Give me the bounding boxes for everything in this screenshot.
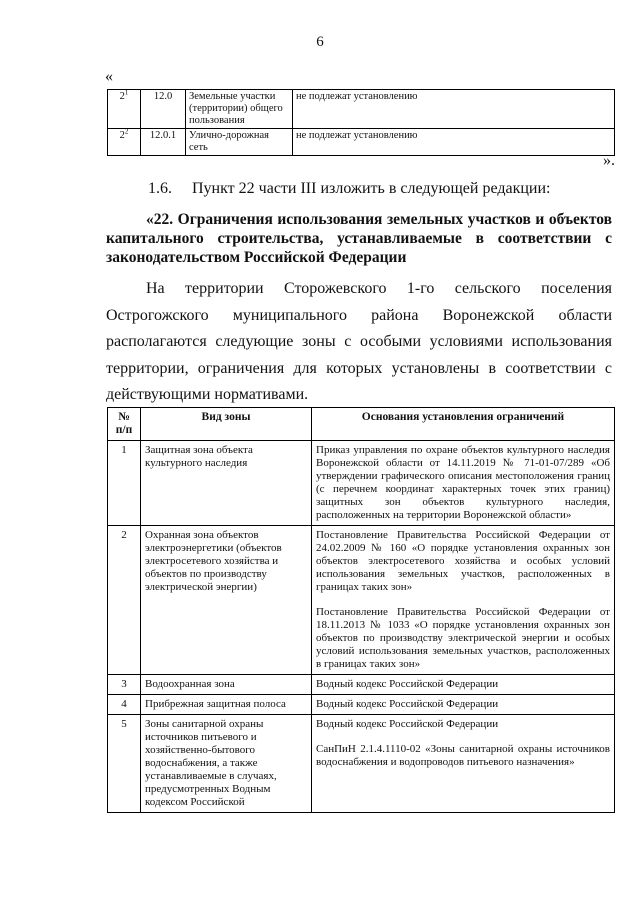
zone-basis: Постановление Правительства Российской Федерации от 24.02.2009 № 160 «О порядке установления охранных зон объектов электросетевого хозяйства и особых условий использования земельных участков, расположенных в границах таких зон» Постановление Правительства Российской Федерации от 18.11.2013 № 1033 «О порядке установления охранных зон объектов по производству электрической энергии и особых условий использования земельных участков, расположенных в границах таких зон» <box>312 526 615 675</box>
zone-type: Защитная зона объекта культурного наследия <box>141 441 312 526</box>
row-number: $2^1$ <box>108 90 141 129</box>
table-header-row <box>108 408 615 441</box>
row-value: не подлежат установлению <box>293 129 615 156</box>
row-number: $2^2$ <box>108 129 141 156</box>
clause-1-6 <box>148 180 550 198</box>
zone-num: 2 <box>108 526 141 675</box>
zone-type: Водоохранная зона <box>141 675 312 695</box>
row-name: Улично-дорожная сеть <box>186 129 293 156</box>
zone-basis: Водный кодекс Российской Федерации <box>312 675 615 695</box>
row-code: 12.0 <box>141 90 186 129</box>
table-row <box>108 129 615 156</box>
zone-basis: Приказ управления по охране объектов культурного наследия Воронежской области от 14.11.2019 № 71-01-07/289 «Об утверждении графического описания местоположения границ (с перечнем координат характерных точек этих границ) защитных зон объектов культурного наследия, расположенных на территории Воронежской области» <box>312 441 615 526</box>
zone-type: Охранная зона объектов электроэнергетики (объектов электросетевого хозяйства и объектов по производству электрической энергии) <box>141 526 312 675</box>
zone-num: 3 <box>108 675 141 695</box>
open-quote: « <box>105 68 113 85</box>
table-row <box>108 675 615 695</box>
row-value: не подлежат установлению <box>293 90 615 129</box>
header-zone: Вид зоны <box>141 408 312 441</box>
header-num: № п/п <box>108 408 141 441</box>
zone-basis: Водный кодекс Российской Федерации <box>312 695 615 715</box>
zone-type: Зоны санитарной охраны источников питьевого и хозяйственно-бытового водоснабжения, а также устанавливаемые в случаях, предусмотренных Водным кодексом Российской <box>141 715 312 813</box>
zones-table <box>107 407 615 813</box>
zone-type: Прибрежная защитная полоса <box>141 695 312 715</box>
table-row <box>108 90 615 129</box>
clause-text: Пункт 22 части III изложить в следующей редакции: <box>192 180 551 197</box>
zone-basis: Водный кодекс Российской Федерации СанПиН 2.1.4.1110-02 «Зоны санитарной охраны источников водоснабжения и водопроводов питьевого назначения» <box>312 715 615 813</box>
close-quote: ». <box>603 152 615 169</box>
page-number: 6 <box>316 34 324 50</box>
zoning-codes-table <box>107 89 615 156</box>
zone-num: 4 <box>108 695 141 715</box>
body-paragraph: На территории Сторожевского 1-го сельского поселения Острогожского муниципального района Воронежской области располагаются следующие зоны с особыми условиями использования территории, ограничения для которых установлены в соответствии с действующими нормативами. <box>106 280 612 403</box>
table-row <box>108 441 615 526</box>
row-code: 12.0.1 <box>141 129 186 156</box>
table-row <box>108 695 615 715</box>
zone-num: 5 <box>108 715 141 813</box>
table-row <box>108 526 615 675</box>
row-name: Земельные участки (территории) общего пользования <box>186 90 293 129</box>
table-row <box>108 715 615 813</box>
zone-num: 1 <box>108 441 141 526</box>
clause-number: 1.6. <box>148 180 172 197</box>
section-heading: «22. Ограничения использования земельных участков и объектов капитального строительства, устанавливаемые в соответствии с законодательством Российской Федерации <box>106 211 612 266</box>
header-basis: Основания установления ограничений <box>312 408 615 441</box>
